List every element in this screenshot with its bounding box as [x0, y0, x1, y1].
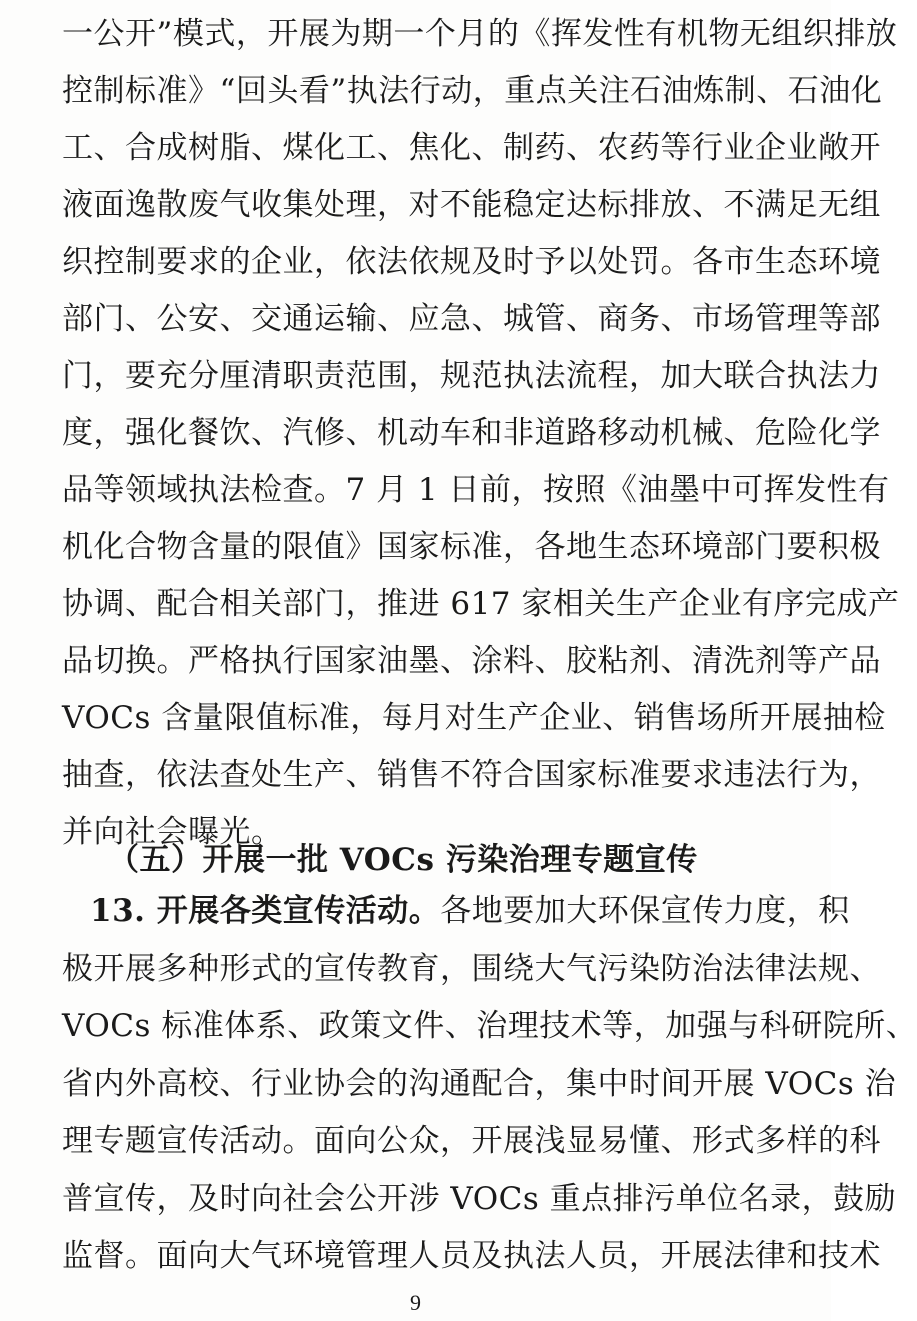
- text-line: 织控制要求的企业，依法依规及时予以处罚。各市生态环境: [62, 244, 881, 280]
- text-line: 省内外高校、行业协会的沟通配合，集中时间开展 VOCs 治: [62, 1065, 897, 1102]
- text-line: 液面逸散废气收集处理，对不能稳定达标排放、不满足无组: [62, 187, 881, 223]
- text-line: 度，强化餐饮、汽修、机动车和非道路移动机械、危险化学: [62, 415, 881, 451]
- text-line: 普宣传，及时向社会公开涉 VOCs 重点排污单位名录，鼓励: [62, 1180, 897, 1217]
- text-line: 机化合物含量的限值》国家标准，各地生态环境部门要积极: [62, 529, 881, 565]
- item-lead-rest: 各地要加大环保宣传力度，积: [440, 893, 850, 929]
- text-line: 协调、配合相关部门，推进 617 家相关生产企业有序完成产: [62, 586, 900, 622]
- item-lead: 13. 开展各类宣传活动。: [90, 893, 441, 929]
- text-line: 极开展多种形式的宣传教育，围绕大气污染防治法律法规、: [62, 950, 881, 987]
- paragraph-enforcement: [62, 6, 900, 861]
- section-heading: （五）开展一批 VOCs 污染治理专题宣传: [108, 842, 698, 878]
- text-line: 一公开”模式，开展为期一个月的《挥发性有机物无组织排放: [62, 16, 898, 52]
- text-line: 门，要充分厘清职责范围，规范执法流程，加大联合执法力: [62, 358, 881, 394]
- text-line: 部门、公安、交通运输、应急、城管、商务、市场管理等部: [62, 301, 881, 337]
- page-number: 9: [410, 1290, 421, 1315]
- text-line: 监督。面向大气环境管理人员及执法人员，开展法律和技术: [62, 1238, 881, 1274]
- paragraph-publicity: [62, 883, 917, 1286]
- text-line: 品等领域执法检查。7 月 1 日前，按照《油墨中可挥发性有: [62, 472, 890, 508]
- text-line: VOCs 含量限值标准，每月对生产企业、销售场所开展抽检: [62, 700, 886, 736]
- text-line: 抽查，依法查处生产、销售不符合国家标准要求违法行为，: [62, 757, 881, 793]
- text-line: 控制标准》“回头看”执法行动，重点关注石油炼制、石油化: [62, 73, 883, 109]
- text-line: 并向社会曝光。: [62, 814, 283, 850]
- text-line: 品切换。严格执行国家油墨、涂料、胶粘剂、清洗剂等产品: [62, 643, 881, 679]
- text-line: VOCs 标准体系、政策文件、治理技术等，加强与科研院所、: [62, 1008, 917, 1044]
- text-line: 工、合成树脂、煤化工、焦化、制药、农药等行业企业敞开: [62, 130, 881, 166]
- text-line-first: [62, 883, 850, 941]
- text-line: 理专题宣传活动。面向公众，开展浅显易懂、形式多样的科: [62, 1123, 881, 1159]
